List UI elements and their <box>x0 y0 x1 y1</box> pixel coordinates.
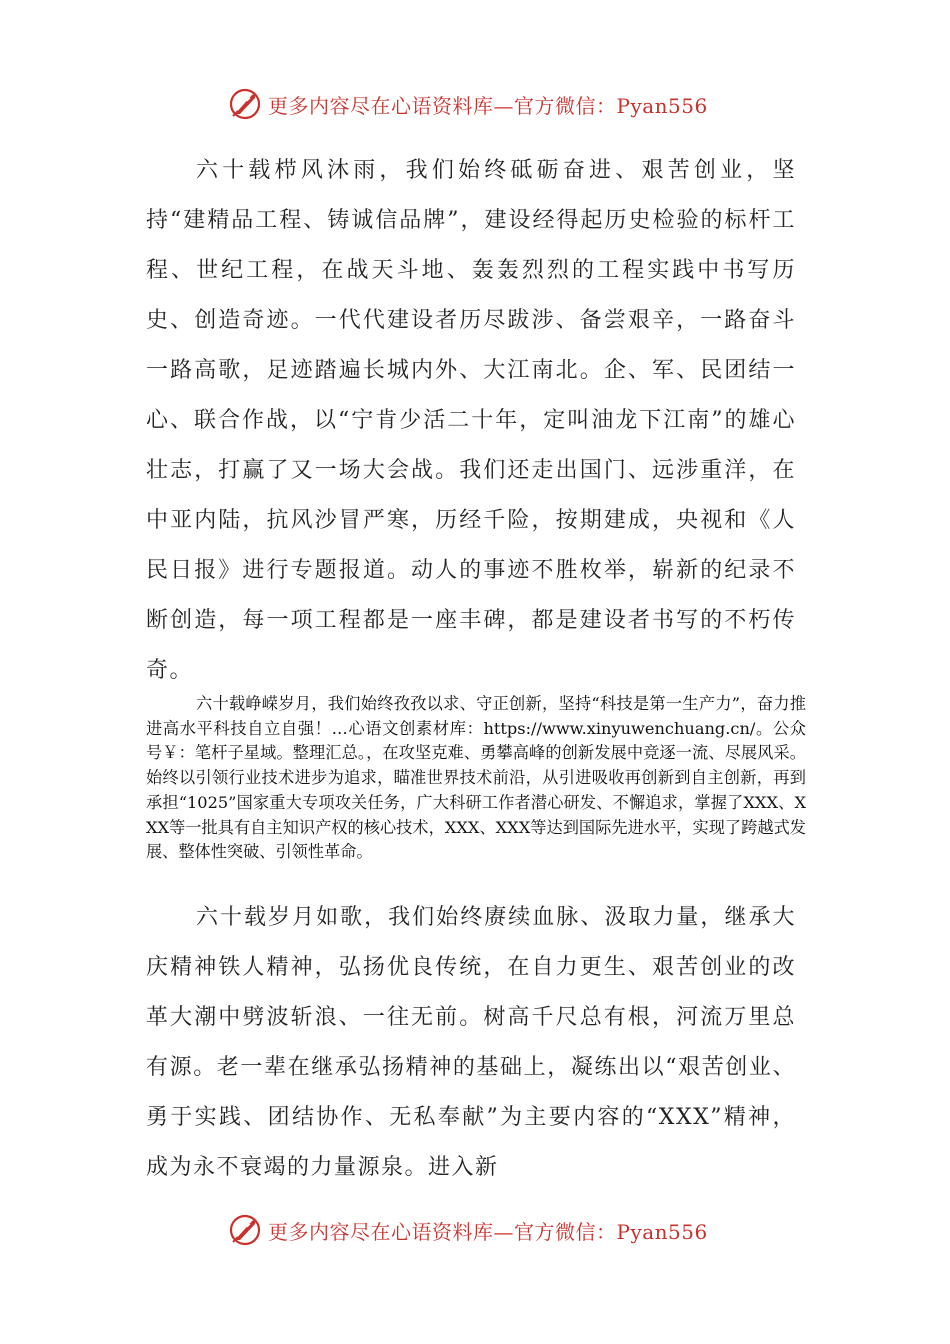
paragraph-innovation: 六十载峥嵘岁月，我们始终孜孜以求、守正创新，坚持“科技是第一生产力”，奋力推进高水平科技自立自强！…心语文创素材库：https://www.xinyuwenchuang.cn/。公众号￥：笔杆子星域。整理汇总。，在攻坚克难、勇攀高峰的创新发展中竞逐一流、尽展风采。始终以引领行业技术进步为追求，瞄准世界技术前沿，从引进吸收再创新到自主创新，再到承担“1025”国家重大专项攻关任务，广大科研工作者潜心研发、不懈追求，掌握了XXX、XXX等一批具有自主知识产权的核心技术，XXX、XXX等达到国际先进水平，实现了跨越式发展、整体性突破、引领性革命。 <box>146 694 806 862</box>
watermark-text: 更多内容尽在心语资料库—官方微信：Pyan556 <box>268 93 708 118</box>
paragraph-engineering: 六十载栉风沐雨，我们始终砥砺奋进、艰苦创业，坚持“建精品工程、铸诚信品牌”，建设经得起历史检验的标杆工程、世纪工程，在战天斗地、轰轰烈烈的工程实践中书写历史、创造奇迹。一代代建设者历尽跋涉、备尝艰辛，一路奋斗一路高歌，足迹踏遍长城内外、大江南北。企、军、民团结一心、联合作战，以“宁肯少活二十年，定叫油龙下江南”的雄心壮志，打赢了又一场大会战。我们还走出国门、远涉重洋，在中亚内陆，抗风沙冒严寒，历经千险，按期建成，央视和《人民日报》进行专题报道。动人的事迹不胜枚举，崭新的纪录不断创造，每一项工程都是一座丰碑，都是建设者书写的不朽传奇。 <box>146 158 796 683</box>
watermark-text: 更多内容尽在心语资料库—官方微信：Pyan556 <box>268 1219 708 1244</box>
quill-pen-icon <box>228 1213 262 1247</box>
watermark-footer <box>228 1212 708 1248</box>
watermark-header <box>228 86 708 122</box>
quill-pen-icon <box>228 87 262 121</box>
paragraph-heritage: 六十载岁月如歌，我们始终赓续血脉、汲取力量，继承大庆精神铁人精神，弘扬优良传统，在自力更生、艰苦创业的改革大潮中劈波斩浪、一往无前。树高千尺总有根，河流万里总有源。老一辈在继承弘扬精神的基础上，凝练出以“艰苦创业、勇于实践、团结协作、无私奉献”为主要内容的“XXX”精神，成为永不衰竭的力量源泉。进入新 <box>146 905 796 1180</box>
